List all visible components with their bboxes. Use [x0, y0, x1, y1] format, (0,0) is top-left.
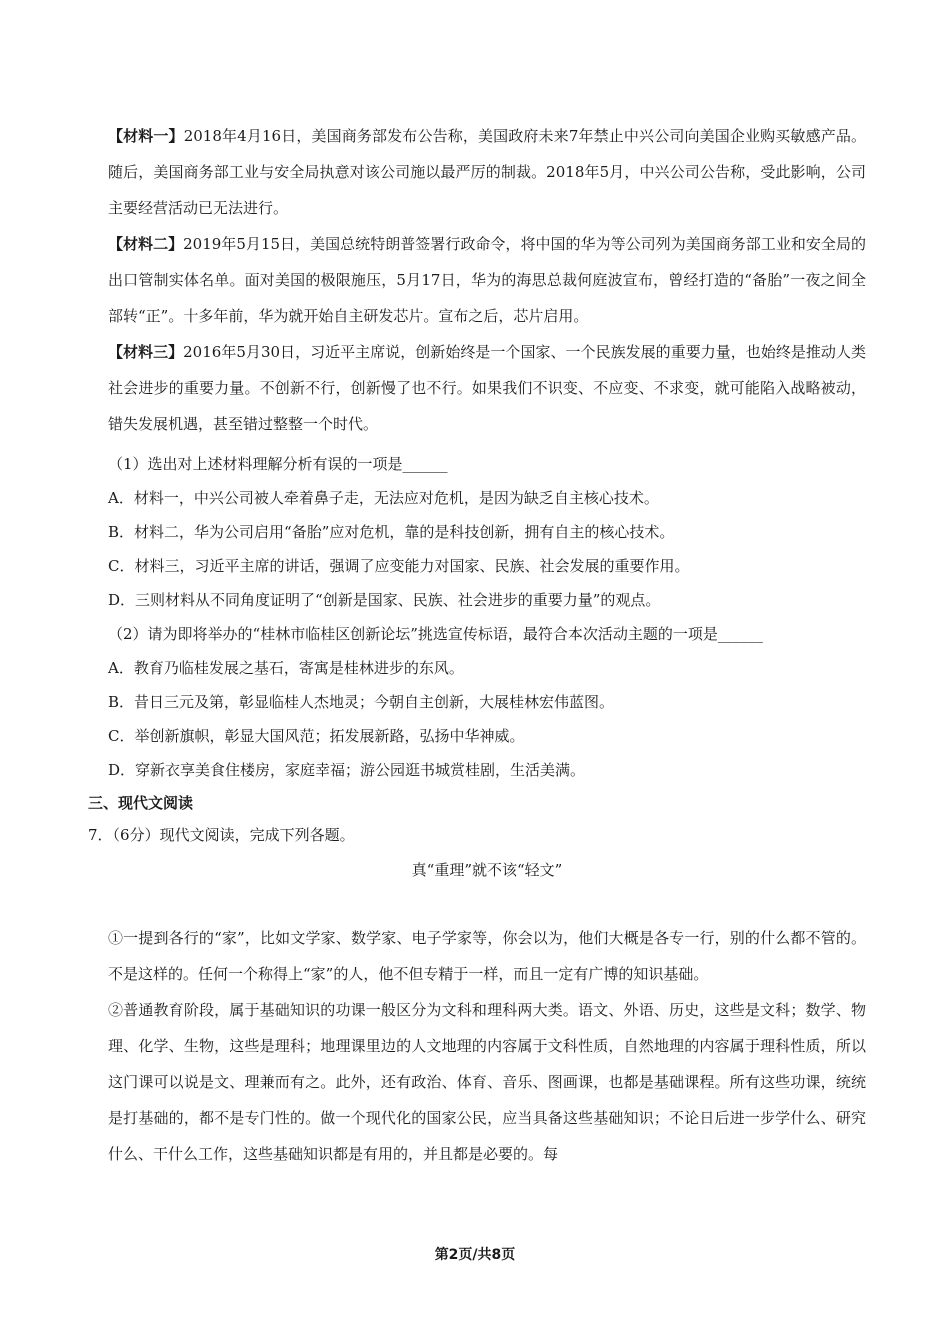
material-1-tag: 【材料一】: [108, 127, 184, 145]
q2-stem: （2）请为即将举办的“桂林市临桂区创新论坛”挑选宣传标语，最符合本次活动主题的一项是______: [108, 625, 763, 643]
article-body: [108, 920, 866, 1172]
article-para-1: ①一提到各行的“家”，比如文学家、数学家、电子学家等，你会以为，他们大概是各专一行，别的什么都不管的。不是这样的。任何一个称得上“家”的人，他不但专精于一样，而且一定有广博的知识基础。: [108, 929, 866, 983]
material-3-tag: 【材料三】: [108, 343, 184, 361]
q2-option-a: A．教育乃临桂发展之基石，寄寓是桂林进步的东风。: [108, 659, 464, 677]
material-2-tag: 【材料二】: [108, 235, 184, 253]
material-3-text: 2016年5月30日，习近平主席说，创新始终是一个国家、一个民族发展的重要力量，也始终是推动人类社会进步的重要力量。不创新不行，创新慢了也不行。如果我们不识变、不应变、不求变，就可能陷入战略被动，错失发展机遇，甚至错过整整一个时代。: [108, 343, 866, 433]
section-title: 三、现代文阅读: [88, 794, 194, 812]
page-footer: 第2页/共8页: [434, 1247, 516, 1263]
material-2-text: 2019年5月15日，美国总统特朗普签署行政命令，将中国的华为等公司列为美国商务部工业和安全局的出口管制实体名单。面对美国的极限施压，5月17日，华为的海思总裁何庭波宣布，曾经打造的“备胎”一夜之间全部转“正”。十多年前，华为就开始自主研发芯片。宣布之后，芯片启用。: [108, 235, 866, 325]
q1-option-a: A．材料一，中兴公司被人牵着鼻子走，无法应对危机，是因为缺乏自主核心技术。: [108, 489, 659, 507]
q2-option-c: C．举创新旗帜，彰显大国风范；拓发展新路，弘扬中华神威。: [108, 727, 525, 745]
material-2: [108, 226, 866, 334]
q1-option-d: D．三则材料从不同角度证明了“创新是国家、民族、社会进步的重要力量”的观点。: [108, 591, 661, 609]
question-2: [108, 617, 866, 787]
q1-option-b: B．材料二，华为公司启用“备胎”应对危机，靠的是科技创新，拥有自主的核心技术。: [108, 523, 675, 541]
q1-option-c: C．材料三，习近平主席的讲话，强调了应变能力对国家、民族、社会发展的重要作用。: [108, 557, 690, 575]
q2-option-b: B．昔日三元及第，彰显临桂人杰地灵；今朝自主创新，大展桂林宏伟蓝图。: [108, 693, 615, 711]
question-7-heading: 7．（6分）现代文阅读，完成下列各题。: [88, 826, 355, 844]
article-title: 真“重理”就不该“轻文”: [411, 861, 563, 879]
material-1: [108, 118, 866, 226]
question-1: [108, 447, 866, 617]
materials-block: [108, 118, 866, 442]
material-3: [108, 334, 866, 442]
q1-stem: （1）选出对上述材料理解分析有误的一项是______: [108, 455, 448, 473]
material-1-text: 2018年4月16日，美国商务部发布公告称，美国政府未来7年禁止中兴公司向美国企业购买敏感产品。随后，美国商务部工业与安全局执意对该公司施以最严厉的制裁。2018年5月，中兴公司公告称，受此影响，公司主要经营活动已无法进行。: [108, 127, 866, 217]
article-para-2: ②普通教育阶段，属于基础知识的功课一般区分为文科和理科两大类。语文、外语、历史，这些是文科；数学、物理、化学、生物，这些是理科；地理课里边的人文地理的内容属于文科性质，自然地理的内容属于理科性质，所以这门课可以说是文、理兼而有之。此外，还有政治、体育、音乐、图画课，也都是基础课程。所有这些功课，统统是打基础的，都不是专门性的。做一个现代化的国家公民，应当具备这些基础知识；不论日后进一步学什么、研究什么、干什么工作，这些基础知识都是有用的，并且都是必要的。每: [108, 1001, 866, 1163]
q2-option-d: D．穿新衣享美食住楼房，家庭幸福；游公园逛书城赏桂剧，生活美满。: [108, 761, 586, 779]
